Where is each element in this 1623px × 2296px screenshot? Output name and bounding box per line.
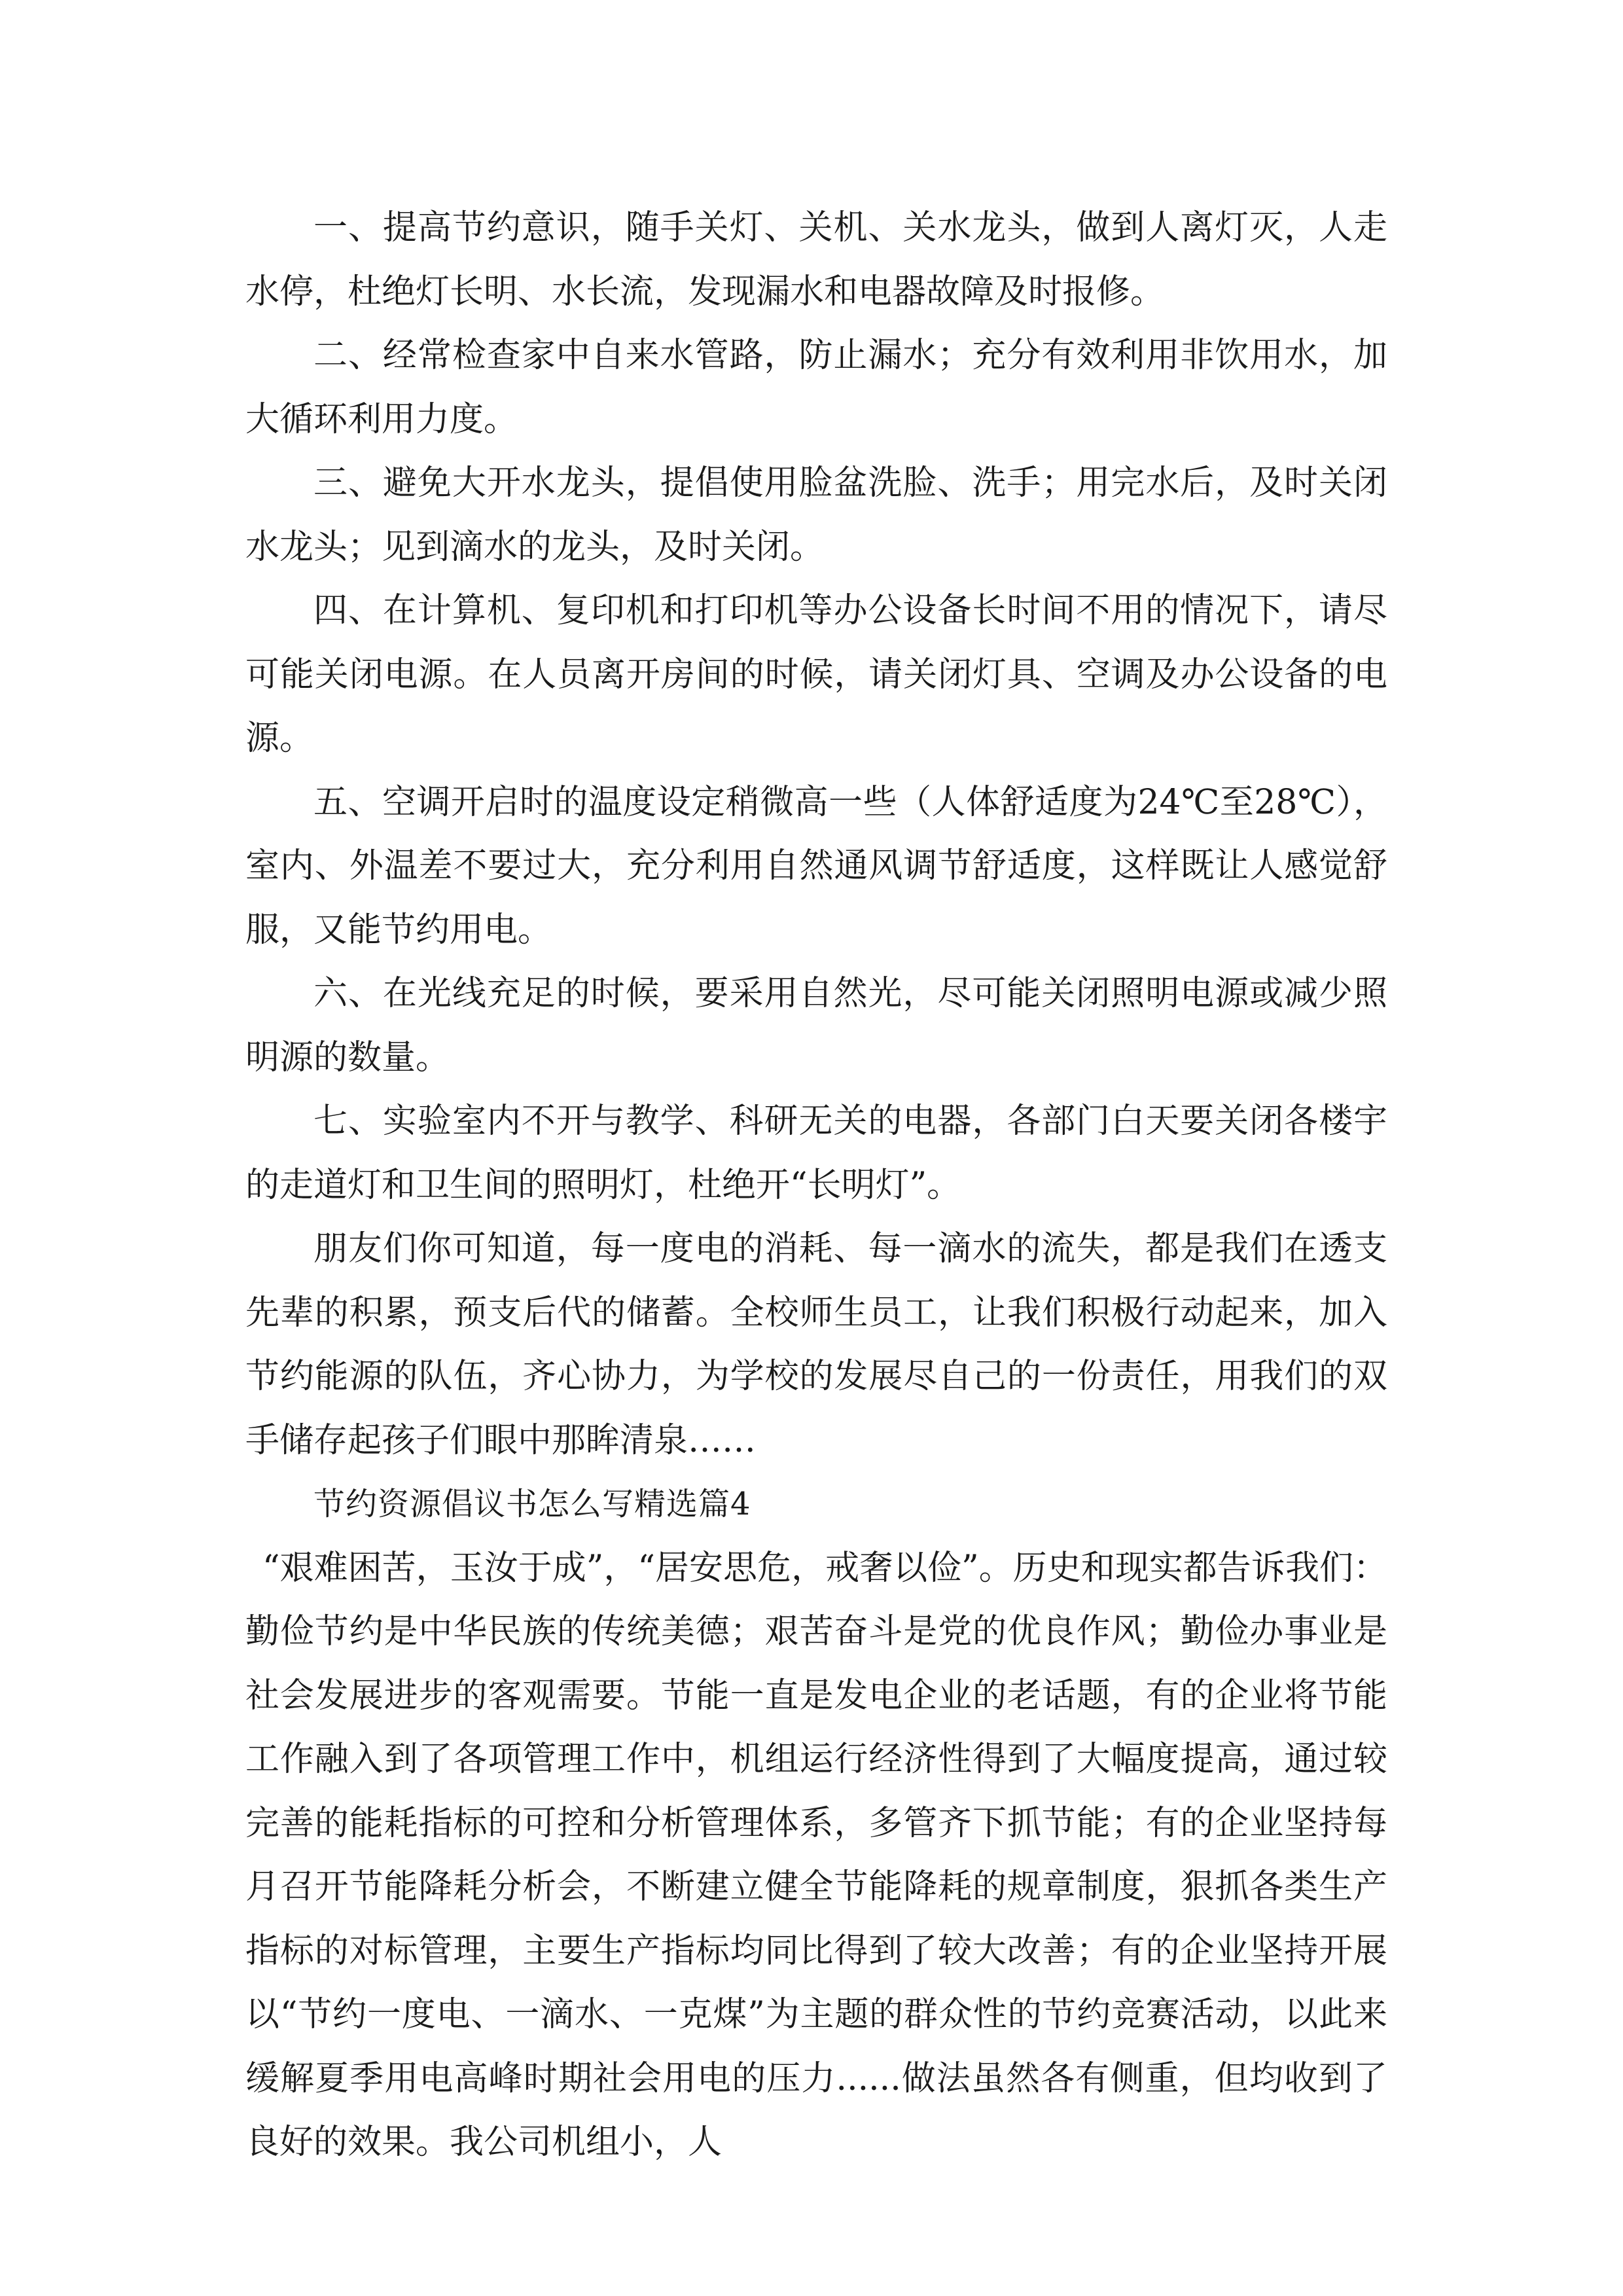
paragraph-4: 四、在计算机、复印机和打印机等办公设备长时间不用的情况下，请尽可能关闭电源。在人员离开房间的时候，请关闭灯具、空调及办公设备的电源。 xyxy=(245,591,1387,758)
paragraph-section-4: “艰难困苦，玉汝于成”，“居安思危，戒奢以俭”。历史和现实都告诉我们：勤俭节约是中华民族的传统美德；艰苦奋斗是党的优良作风；勤俭办事业是社会发展进步的客观需要。节能一直是发电企业的老话题，有的企业将节能工作融入到了各项管理工作中，机组运行经济性得到了大幅度提高，通过较完善的能耗指标的可控和分析管理体系，多管齐下抓节能；有的企业坚持每月召开节能降耗分析会，不断建立健全节能降耗的规章制度，狠抓各类生产指标的对标管理，主要生产指标均同比得到了较大改善；有的企业坚持开展以“节约一度电、一滴水、一克煤”为主题的群众性的节约竞赛活动，以此来缓解夏季用电高峰时期社会用电的压力......做法虽然各有侧重，但均收到了良好的效果。我公司机组小，人 xyxy=(245,1548,1387,2162)
section-heading: 节约资源倡议书怎么写精选篇4 xyxy=(313,1486,751,1522)
paragraph-2: 二、经常检查家中自来水管路，防止漏水；充分有效利用非饮用水，加大循环利用力度。 xyxy=(245,336,1387,439)
paragraph-6: 六、在光线充足的时候，要采用自然光，尽可能关闭照明电源或减少照明源的数量。 xyxy=(245,974,1387,1077)
document-body xyxy=(245,196,1387,2175)
paragraph-3: 三、避免大开水龙头，提倡使用脸盆洗脸、洗手；用完水后，及时关闭水龙头；见到滴水的龙头，及时关闭。 xyxy=(245,463,1387,567)
paragraph-closing: 朋友们你可知道，每一度电的消耗、每一滴水的流失，都是我们在透支先辈的积累，预支后代的储蓄。全校师生员工，让我们积极行动起来，加入节约能源的队伍，齐心协力，为学校的发展尽自己的一份责任，用我们的双手储存起孩子们眼中那眸清泉…… xyxy=(245,1229,1387,1460)
paragraph-5: 五、空调开启时的温度设定稍微高一些（人体舒适度为24℃至28℃），室内、外温差不要过大，充分利用自然通风调节舒适度，这样既让人感觉舒服，又能节约用电。 xyxy=(245,782,1387,950)
paragraph-7: 七、实验室内不开与教学、科研无关的电器，各部门白天要关闭各楼宇的走道灯和卫生间的照明灯，杜绝开“长明灯”。 xyxy=(245,1102,1387,1205)
paragraph-1: 一、提高节约意识，随手关灯、关机、关水龙头，做到人离灯灭，人走水停，杜绝灯长明、水长流，发现漏水和电器故障及时报修。 xyxy=(245,208,1387,312)
